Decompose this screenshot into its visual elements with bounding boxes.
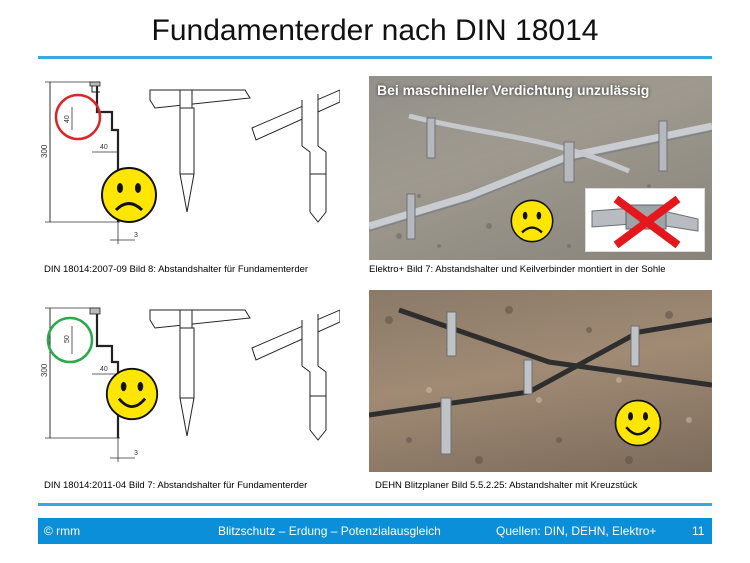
- drawing-spacer-2011: [40, 298, 340, 473]
- dim-small-label: 3: [134, 232, 138, 239]
- happy-smiley-icon: [613, 398, 663, 448]
- sad-smiley-icon: [99, 165, 159, 225]
- caption-top-left: DIN 18014:2007-09 Bild 8: Abstandshalter für Fundamenterder: [44, 264, 309, 275]
- happy-smiley-icon: [104, 366, 160, 422]
- inset-wedge-connector: [585, 188, 705, 252]
- caption-bottom-left: DIN 18014:2011-04 Bild 7: Abstandshalter für Fundamenterder: [44, 480, 308, 491]
- footer-sources: Quellen: DIN, DEHN, Elektro+: [496, 524, 657, 538]
- caption-bottom-right: DEHN Blitzplaner Bild 5.5.2.25: Abstandshalter mit Kreuzstück: [375, 480, 638, 491]
- dim-height-label: 300: [40, 363, 49, 377]
- slide-title: Fundamenterder nach DIN 18014: [151, 14, 599, 47]
- footer-bar: [38, 518, 712, 544]
- footer-topic: Blitzschutz – Erdung – Potenzialausgleich: [218, 524, 441, 538]
- photo-machine-compaction: [369, 76, 712, 260]
- dim-box-label: 40: [64, 115, 71, 123]
- highlight-circle-bad: [56, 95, 100, 139]
- footer-divider: [38, 503, 712, 506]
- caption-top-right: Elektro+ Bild 7: Abstandshalter und Keilverbinder montiert in der Sohle: [369, 264, 666, 275]
- dim-width-label: 40: [100, 144, 108, 151]
- footer-page-number: 11: [692, 524, 705, 538]
- photo-spacer-crosspiece: [369, 290, 712, 472]
- sad-smiley-icon: [509, 198, 555, 244]
- dim-width-label: 40: [100, 366, 108, 373]
- dim-height-label: 300: [40, 144, 49, 158]
- title-divider: [38, 56, 712, 59]
- drawing-spacer-2007: [40, 72, 340, 262]
- dim-box-label: 50: [64, 335, 71, 343]
- dim-small-label: 3: [134, 450, 138, 457]
- photo-overlay-text: Bei maschineller Verdichtung unzulässig: [377, 82, 650, 98]
- footer-copyright: © rmm: [44, 524, 81, 538]
